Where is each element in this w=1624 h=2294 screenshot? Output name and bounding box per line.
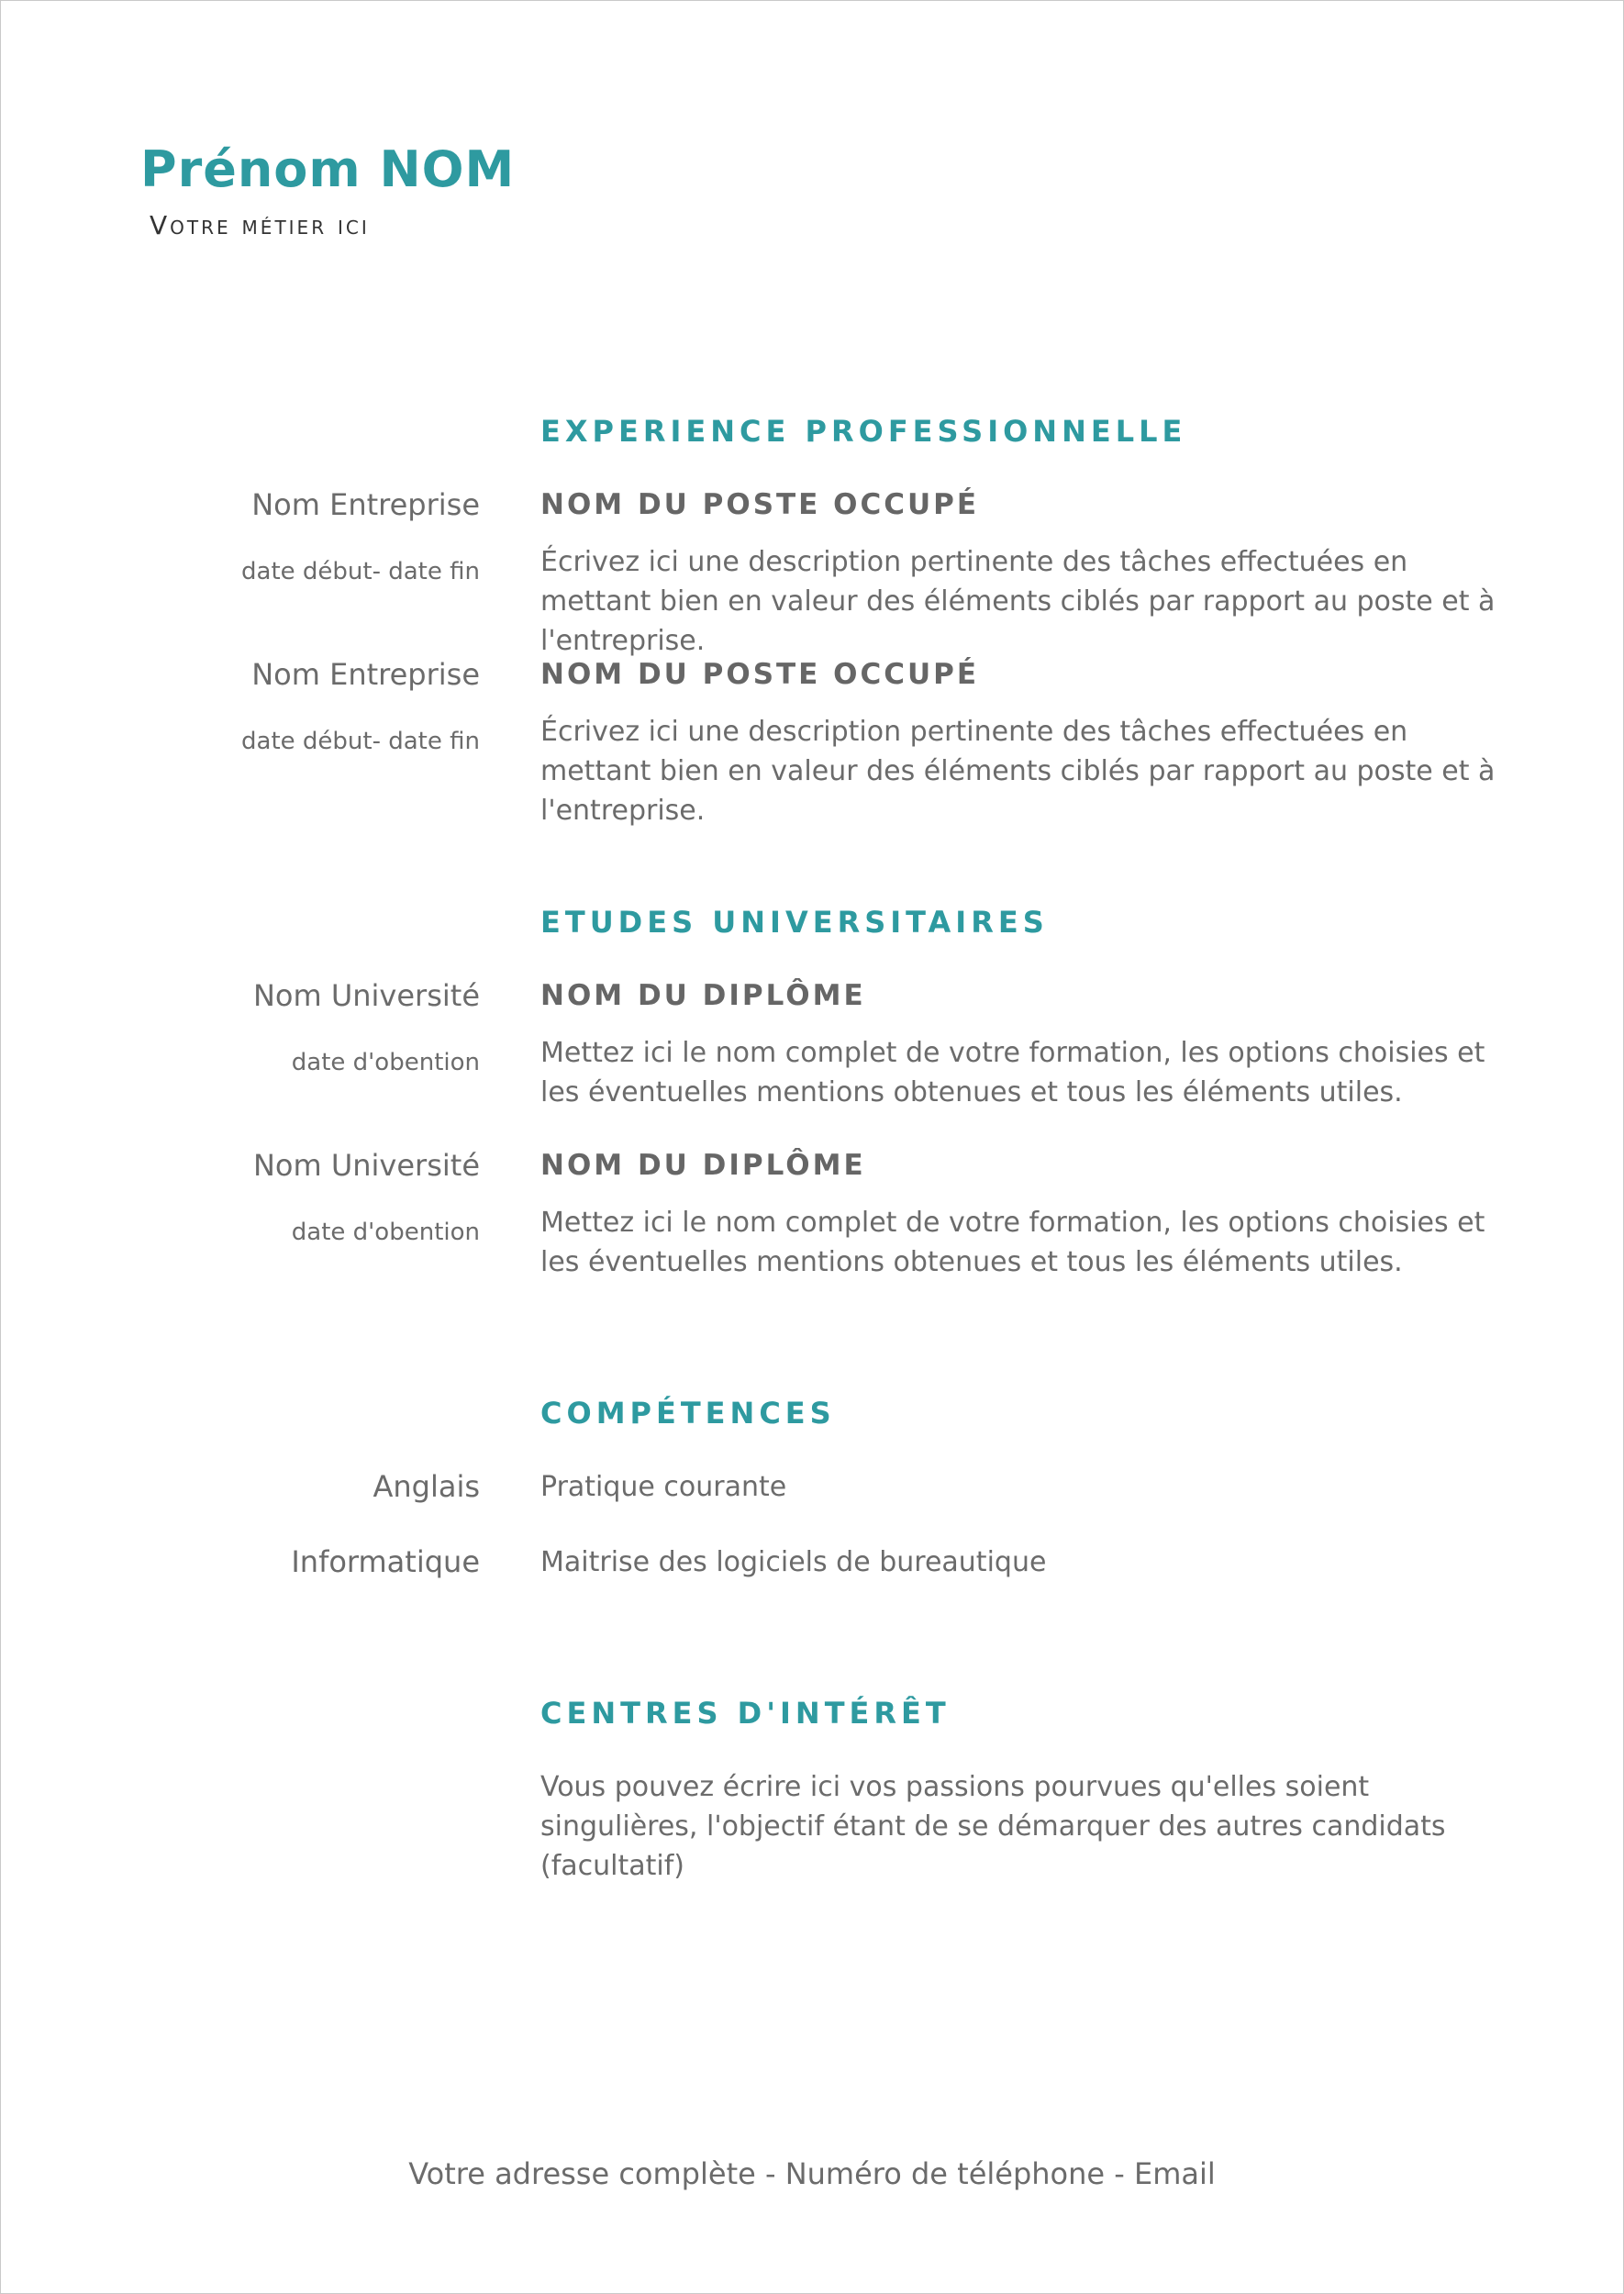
skill-value: Maitrise des logiciels de bureautique	[540, 1546, 1047, 1578]
skills-heading: COMPÉTENCES	[540, 1396, 836, 1431]
skill-label: Informatique	[291, 1544, 480, 1579]
experience-company: Nom Entreprise	[251, 487, 480, 522]
interests-heading: CENTRES D'INTÉRÊT	[540, 1696, 951, 1731]
education-description: Mettez ici le nom complet de votre formation, les options choisies et les éventuelles mentions obtenues et tous les éléments utiles.	[540, 1207, 1485, 1278]
job-title: Votre métier ici	[150, 210, 370, 240]
experience-position: NOM DU POSTE OCCUPÉ	[540, 488, 980, 521]
education-degree: NOM DU DIPLÔME	[540, 1149, 866, 1182]
education-description: Mettez ici le nom complet de votre formation, les options choisies et les éventuelles mentions obtenues et tous les éléments utiles.	[540, 1037, 1485, 1108]
experience-description: Écrivez ici une description pertinente des tâches effectuées en mettant bien en valeur des éléments ciblés par rapport au poste et à l'entreprise.	[540, 546, 1496, 657]
education-school: Nom Université	[252, 1148, 480, 1183]
experience-dates: date début- date fin	[241, 558, 480, 585]
experience-company: Nom Entreprise	[251, 657, 480, 692]
education-date: date d'obention	[291, 1219, 480, 1246]
interests-text: Vous pouvez écrire ici vos passions pourvues qu'elles soient singulières, l'objectif étant de se démarquer des autres candidats (facultatif)	[540, 1771, 1446, 1882]
candidate-name: Prénom NOM	[140, 140, 516, 198]
skill-label: Anglais	[373, 1469, 480, 1504]
experience-position: NOM DU POSTE OCCUPÉ	[540, 658, 980, 691]
experience-heading: EXPERIENCE PROFESSIONNELLE	[540, 414, 1187, 449]
experience-description: Écrivez ici une description pertinente des tâches effectuées en mettant bien en valeur des éléments ciblés par rapport au poste et à l'entreprise.	[540, 716, 1496, 827]
skill-value: Pratique courante	[540, 1471, 787, 1503]
experience-dates: date début- date fin	[241, 728, 480, 755]
education-date: date d'obention	[291, 1049, 480, 1076]
education-degree: NOM DU DIPLÔME	[540, 979, 866, 1012]
education-heading: ETUDES UNIVERSITAIRES	[540, 905, 1049, 940]
education-school: Nom Université	[252, 978, 480, 1013]
contact-footer: Votre adresse complète - Numéro de téléphone - Email	[408, 2156, 1216, 2191]
